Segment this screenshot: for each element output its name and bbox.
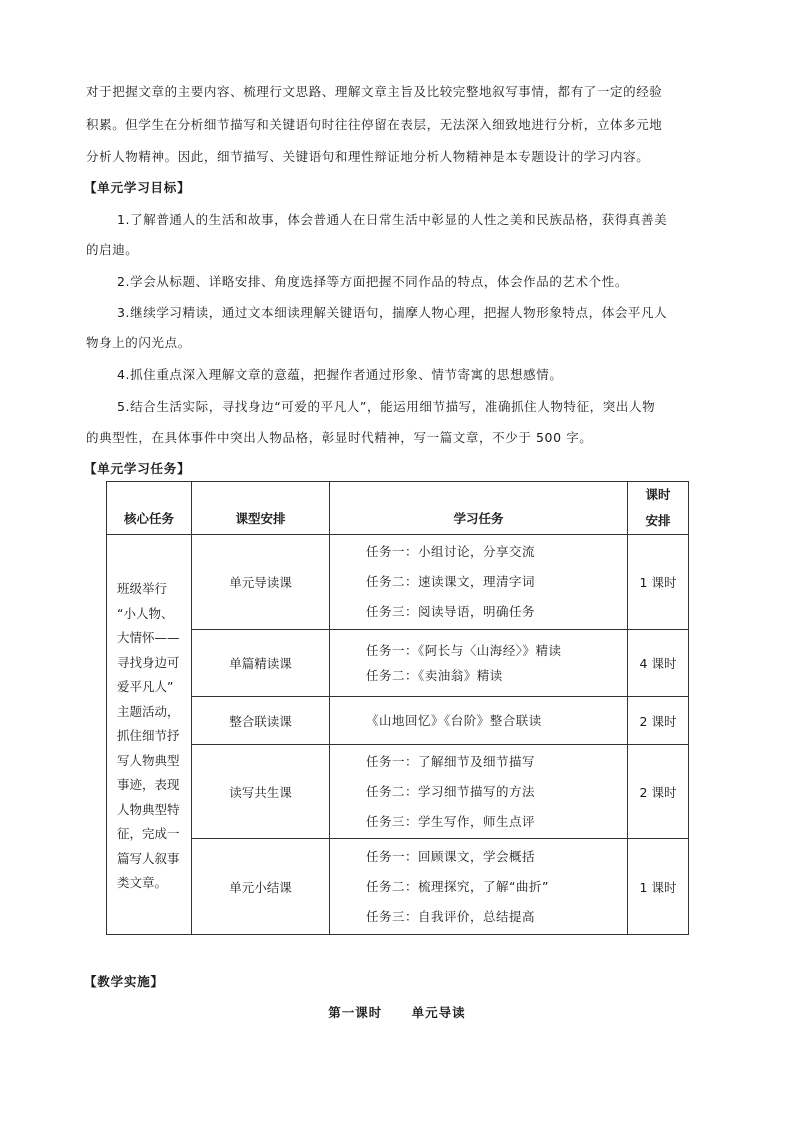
core-task-line: 爱平凡人” <box>117 679 174 694</box>
core-task-line: 写人物典型 <box>117 752 180 768</box>
objective-line: 3.继续学习精读，通过文本细读理解关键语句，揣摩人物心理，把握人物形象特点，体会平凡人 <box>117 305 668 320</box>
core-task-line: “小人物、 <box>117 605 174 621</box>
lesson-type: 读写共生课 <box>192 745 330 839</box>
task-item: 任务二：梳理探究，了解“曲折” <box>366 878 549 894</box>
objectives-heading: 【单元学习目标】 <box>84 180 191 195</box>
objective-line: 1.了解普通人的生活和故事，体会普通人在日常生活中彰显的人性之美和民族品格，获得真善美 <box>117 212 668 227</box>
task-item: 任务一：了解细节及细节描写 <box>366 753 536 769</box>
intro-line: 积累。但学生在分析细节描写和关键语句时往往停留在表层，无法深入细致地进行分析，立体多元地 <box>86 117 663 132</box>
core-task-line: 人物典型特 <box>117 801 180 817</box>
table-row <box>107 535 689 630</box>
task-item: 任务一：《阿长与〈山海经〉》精读 <box>366 643 562 658</box>
lesson-hours: 2 课时 <box>628 697 689 745</box>
task-item: 《山地回忆》《台阶》整合联读 <box>366 712 542 728</box>
table-header-row <box>107 482 689 535</box>
implementation-heading: 【教学实施】 <box>84 974 164 989</box>
core-task-line: 类文章。 <box>117 875 168 890</box>
core-task-line: 主题活动， <box>117 703 180 719</box>
table-row <box>107 630 689 697</box>
tasks-heading: 【单元学习任务】 <box>84 461 191 476</box>
task-list <box>330 839 628 935</box>
core-task-line: 大情怀—— <box>117 630 180 645</box>
table-row <box>107 697 689 745</box>
table-row <box>107 839 689 935</box>
objective-line: 4.抓住重点深入理解文章的意蕴，把握作者通过形象、情节寄寓的思想感情。 <box>117 367 563 382</box>
task-list <box>330 535 628 630</box>
task-list <box>330 745 628 839</box>
task-item: 任务三：阅读导语，明确任务 <box>366 604 536 619</box>
task-item: 任务一：回顾课文，学会概括 <box>366 848 536 864</box>
task-item: 任务二：《卖油翁》精读 <box>366 668 503 683</box>
task-item: 任务三：学生写作，师生点评 <box>366 813 536 829</box>
header-lesson-type: 课型安排 <box>192 482 330 535</box>
lesson-hours: 4 课时 <box>628 630 689 697</box>
core-task-line: 抓住细节抒 <box>117 728 180 743</box>
lesson-hours: 2 课时 <box>628 745 689 839</box>
intro-line: 对于把握文章的主要内容、梳理行文思路、理解文章主旨及比较完整地叙写事情，都有了一定的经验 <box>86 84 663 99</box>
intro-line: 分析人物精神。因此，细节描写、关键语句和理性辩证地分析人物精神是本专题设计的学习内容。 <box>86 149 650 164</box>
task-list <box>330 630 628 697</box>
task-list <box>330 697 628 745</box>
lesson-hours: 1 课时 <box>628 839 689 935</box>
header-hours-line1: 课时 <box>645 487 671 502</box>
task-item: 任务三：自我评价，总结提高 <box>366 908 536 924</box>
task-item: 任务二：学习细节描写的方法 <box>366 783 536 799</box>
lesson-name: 单元导读 <box>411 1005 466 1020</box>
objective-line: 2.学会从标题、详略安排、角度选择等方面把握不同作品的特点，体会作品的艺术个性。 <box>117 274 628 289</box>
core-task-line: 征，完成一 <box>117 826 180 841</box>
table-row <box>107 745 689 839</box>
lesson-title <box>0 1003 794 1021</box>
header-learning-tasks: 学习任务 <box>330 482 628 535</box>
header-core-task: 核心任务 <box>107 482 192 535</box>
objective-line: 5.结合生活实际，寻找身边“可爱的平凡人”，能运用细节描写，准确抓住人物特征，突出人物 <box>117 399 656 414</box>
core-task-line: 寻找身边可 <box>117 654 180 670</box>
unit-tasks-table <box>106 481 689 935</box>
lesson-type: 整合联读课 <box>192 697 330 745</box>
objective-line: 物身上的闪光点。 <box>86 335 191 350</box>
objective-line: 的启迪。 <box>86 242 139 257</box>
lesson-hours: 1 课时 <box>628 535 689 630</box>
task-item: 任务二：速读课文，理清字词 <box>366 574 536 589</box>
lesson-type: 单元小结课 <box>192 839 330 935</box>
core-task-line: 班级举行 <box>117 581 168 596</box>
core-task-line: 篇写人叙事 <box>117 850 180 866</box>
header-hours-line2: 安排 <box>645 513 671 528</box>
lesson-type: 单篇精读课 <box>192 630 330 697</box>
lesson-type: 单元导读课 <box>192 535 330 630</box>
core-task-cell <box>107 535 192 935</box>
objective-line: 的典型性，在具体事件中突出人物品格，彰显时代精神，写一篇文章，不少于 500 字。 <box>86 430 593 445</box>
lesson-number: 第一课时 <box>328 1005 383 1020</box>
header-hours <box>628 482 689 535</box>
core-task-line: 事迹，表现 <box>117 777 180 792</box>
task-item: 任务一：小组讨论，分享交流 <box>366 544 536 559</box>
